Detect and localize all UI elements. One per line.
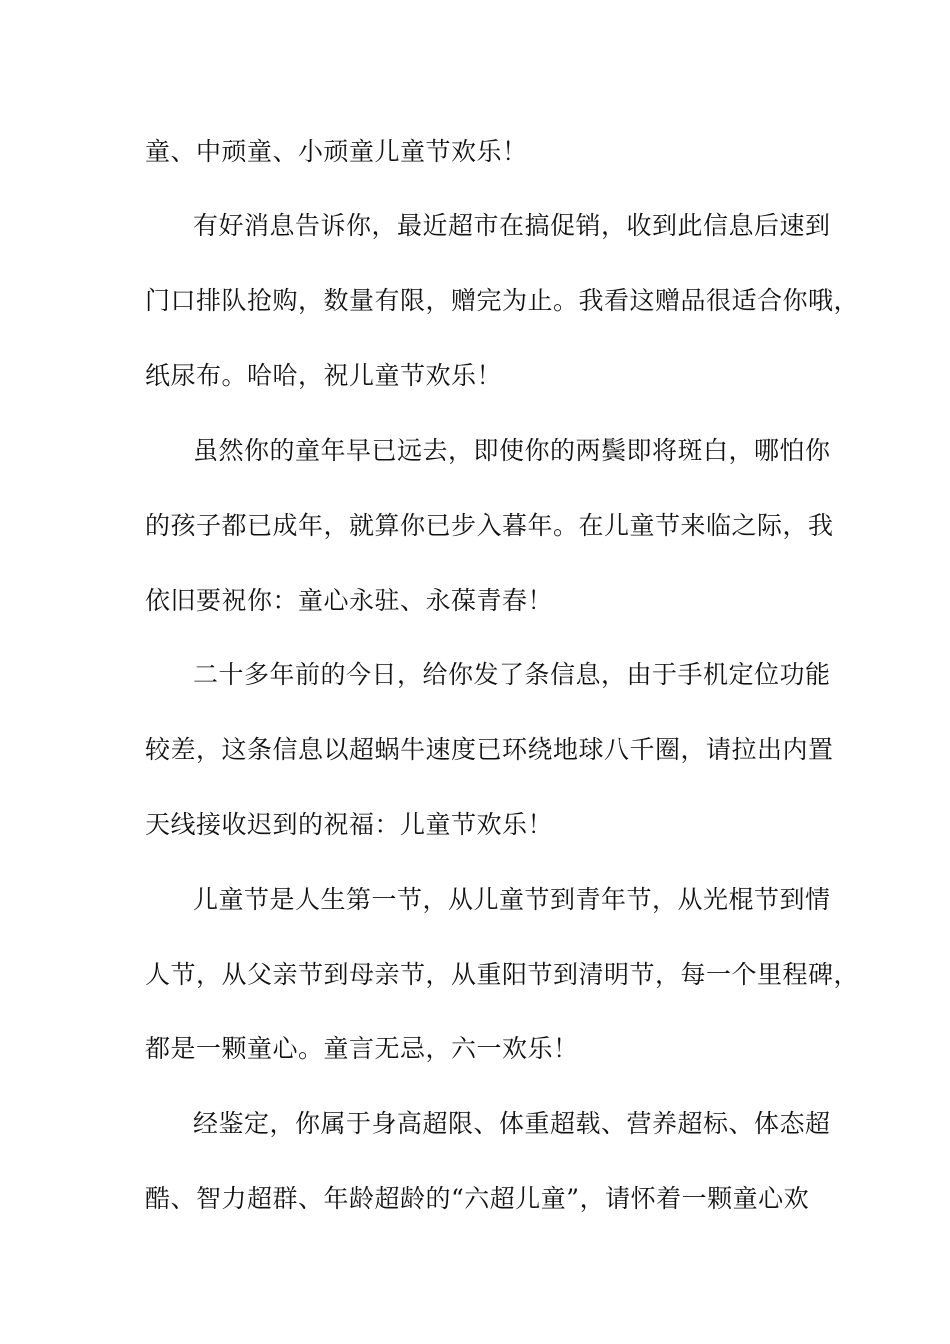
text-line: 天线接收迟到的祝福：儿童节欢乐！ (145, 810, 554, 839)
text-line: 较差，这条信息以超蜗牛速度已环绕地球八千圈，请拉出内置 (145, 735, 834, 764)
text-line: 人节，从父亲节到母亲节，从重阳节到清明节，每一个里程碑， (145, 960, 860, 989)
text-line: 虽然你的童年早已远去，即使你的两鬓即将斑白，哪怕你 (193, 436, 831, 465)
text-line: 的孩子都已成年，就算你已步入暮年。在儿童节来临之际，我 (145, 511, 834, 540)
text-line: 酷、智力超群、年龄超龄的“六超儿童”，请怀着一颗童心欢 (145, 1184, 810, 1213)
text-line: 有好消息告诉你，最近超市在搞促销，收到此信息后速到 (193, 211, 831, 240)
text-line: 纸尿布。哈哈，祝儿童节欢乐！ (145, 361, 503, 390)
text-line: 儿童节是人生第一节，从儿童节到青年节，从光棍节到情 (193, 885, 831, 914)
text-line: 门口排队抢购，数量有限，赠完为止。我看这赠品很适合你哦， (145, 286, 860, 315)
text-line: 经鉴定，你属于身高超限、体重超载、营养超标、体态超 (193, 1109, 831, 1138)
text-line: 都是一颗童心。童言无忌，六一欢乐！ (145, 1034, 579, 1063)
text-line: 依旧要祝你：童心永驻、永葆青春！ (145, 586, 554, 615)
text-line: 童、中顽童、小顽童儿童节欢乐！ (145, 137, 528, 166)
text-line: 二十多年前的今日，给你发了条信息，由于手机定位功能 (193, 660, 831, 689)
